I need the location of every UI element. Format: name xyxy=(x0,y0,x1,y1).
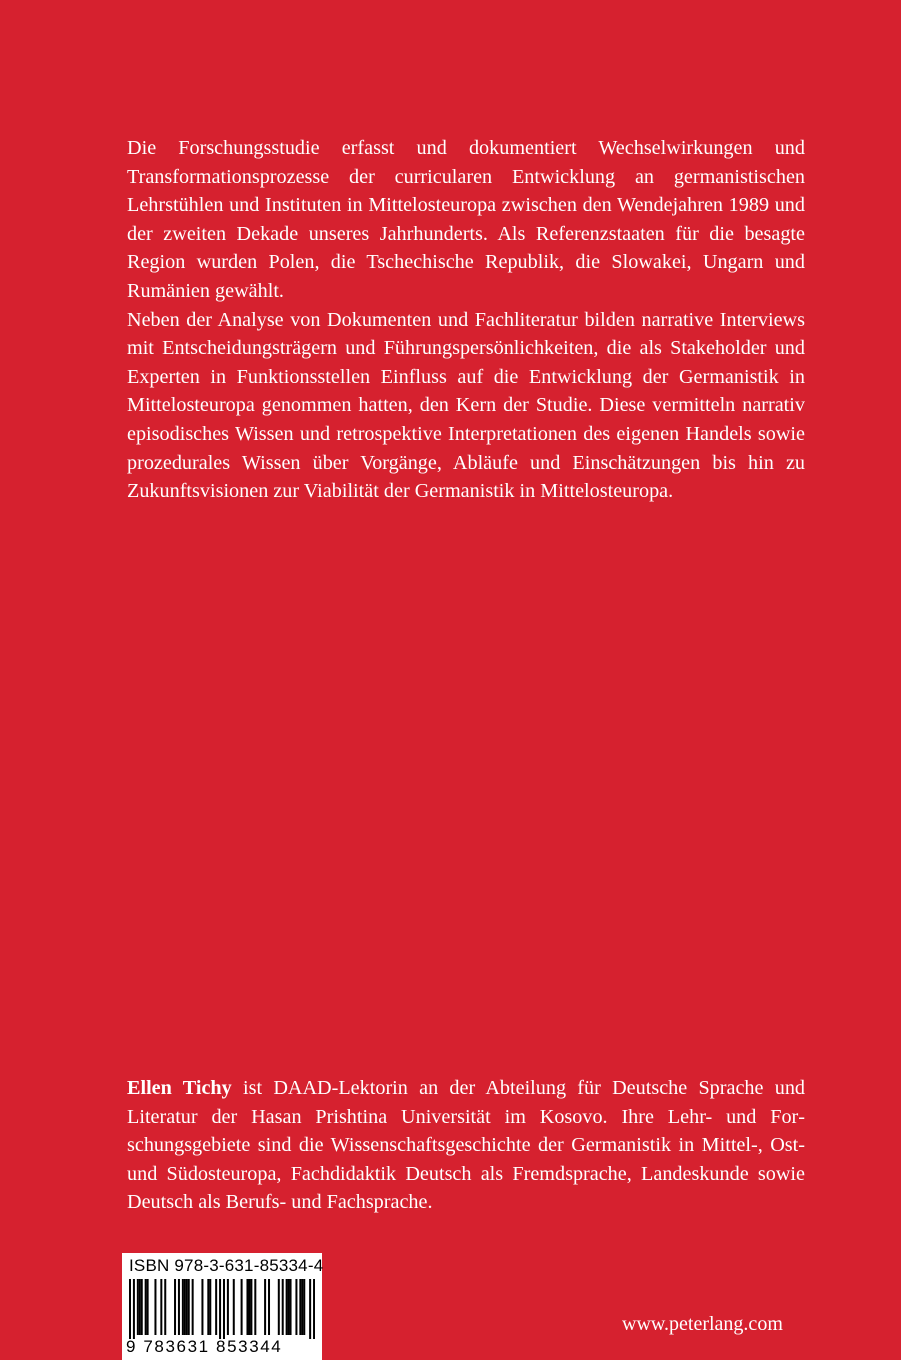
barcode-bar xyxy=(248,1279,250,1335)
barcode-bar xyxy=(254,1279,256,1335)
barcode-bar xyxy=(278,1279,280,1335)
barcode-bar xyxy=(188,1279,190,1335)
barcode-bar xyxy=(246,1279,248,1335)
barcode-bar xyxy=(133,1279,135,1339)
barcode-bar xyxy=(215,1279,217,1335)
barcode-bar xyxy=(139,1279,141,1335)
barcode-bar xyxy=(250,1279,252,1335)
barcode-bar xyxy=(227,1279,229,1335)
barcode-bar xyxy=(174,1279,176,1335)
blurb-paragraph-2: Neben der Analyse von Dokumenten und Fachliteratur bilden narrative Interviews mit Entscheidungsträgern und Führungspersönlichkeiten, die als Stakeholder und Experten in Funktionsstellen Einfluss auf die Entwicklung der Germanistik in Mittelosteuropa genommen hatten, den Kern der Studie. Diese vermitteln narrativ episodisches Wissen und retrospektive Interpretationen des eigenen Handels sowie prozedurales Wissen über Vorgänge, Abläufe und Einschätzungen bis hin zu Zukunftsvisionen zur Viabilität der Germanistik in Mittelosteuropa. xyxy=(127,308,805,503)
barcode-bar xyxy=(160,1279,162,1335)
barcode-bar xyxy=(154,1279,156,1335)
barcode-bar xyxy=(241,1279,243,1335)
barcode-bar xyxy=(201,1279,203,1335)
barcode-digits: 9 783631 853344 xyxy=(126,1337,283,1356)
barcode-bar xyxy=(223,1279,225,1339)
publisher-url: www.peterlang.com xyxy=(622,1313,783,1335)
barcode-bar xyxy=(290,1279,292,1335)
author-bio xyxy=(127,1074,805,1217)
barcode-bar xyxy=(301,1279,303,1335)
barcode-bar xyxy=(313,1279,315,1339)
barcode-bar xyxy=(303,1279,305,1335)
barcode-bar xyxy=(233,1279,235,1335)
barcode-bar xyxy=(147,1279,149,1335)
barcode-bar xyxy=(182,1279,184,1335)
barcode-bar xyxy=(192,1279,194,1335)
barcode-bar xyxy=(129,1279,131,1339)
barcode-bar xyxy=(145,1279,147,1335)
barcode-bar xyxy=(299,1279,301,1335)
barcode-bar xyxy=(268,1279,270,1335)
barcode-bar xyxy=(141,1279,143,1335)
barcode-bar xyxy=(186,1279,188,1335)
barcode-bar xyxy=(219,1279,221,1339)
barcode-bar xyxy=(209,1279,211,1335)
barcode-bar xyxy=(164,1279,166,1335)
barcode-bar xyxy=(264,1279,266,1335)
barcode-bar xyxy=(288,1279,290,1335)
barcode-bar xyxy=(309,1279,311,1339)
barcode-bar xyxy=(295,1279,297,1335)
author-name: Ellen Tichy xyxy=(127,1077,232,1099)
book-blurb xyxy=(127,134,805,506)
author-bio-text xyxy=(127,1074,805,1217)
barcode-bar xyxy=(207,1279,209,1335)
barcode-graphic xyxy=(129,1279,315,1339)
barcode-bar xyxy=(282,1279,284,1335)
barcode-bar xyxy=(184,1279,186,1335)
barcode-bar xyxy=(286,1279,288,1335)
barcode-bar xyxy=(137,1279,139,1335)
blurb-paragraph-1: Die Forschungsstudie erfasst und dokumentiert Wechselwirkungen und Transformationsprozesse der curricularen Entwicklung an germanistischen Lehrstühlen und Instituten in Mittelosteuropa zwischen den Wendejahren 1989 und der zweiten Dekade unseres Jahrhunderts. Als Referenzstaaten für die besagte Region wurden Polen, die Tschechische Republik, die Slowakei, Ungarn und Rumänien gewählt. xyxy=(127,137,805,302)
author-bio-body: ist DAAD-Lektorin an der Abteilung für Deutsche Sprache und Literatur der Hasan Prishtina Universität im Kosovo. Ihre Lehr- und Forschungsgebiete sind die Wissenschaftsgeschichte der Germanistik in Mittel-, Ost- und Südosteuropa, Fachdidaktik Deutsch als Fremdsprache, Landeskunde sowie Deutsch als Berufs- und Fachsprache. xyxy=(127,1077,806,1214)
isbn-barcode-box xyxy=(122,1253,322,1360)
barcode-bar xyxy=(178,1279,180,1335)
isbn-label: ISBN 978-3-631-85334-4 xyxy=(129,1256,324,1275)
